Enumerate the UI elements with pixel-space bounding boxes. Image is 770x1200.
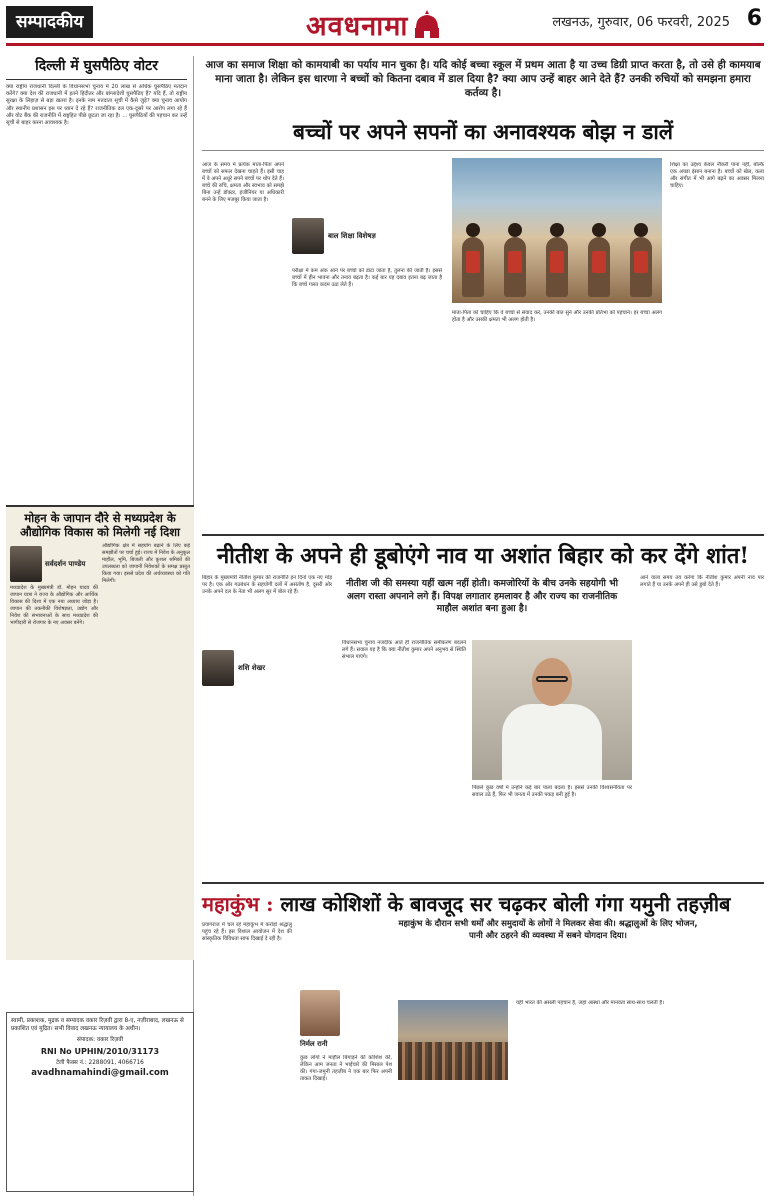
story-nitish-deck: नीतीश जी की समस्या यहीं खत्म नहीं होती। कमजोरियों के बीच उनके सहयोगी भी अलग रास्ता अपनाने लगे हैं। विपक्ष लगातार हमलावर है और राज्य का राजनीतिक माहौल अशांत बना हुआ है। [346, 578, 618, 614]
editorial-body: क्या राष्ट्रीय राजधानी दिल्ली के विधानसभा चुनाव में 20 लाख से अधिक घुसपैठिए मतदान करेंगे? क्या देश की राजधानी में इतने हिंदीतर और बांग्लादेशी घुसपैठिए हैं? यदि हैं, तो राष्ट्रीय सुरक्षा के लिहाज़ से बड़ा खतरा है। इनके नाम मतदाता सूची में कैसे जुड़े? क्या चुनाव आयोग और स्थानीय प्रशासन इस पर ध्यान दे रहे हैं? राजनीतिक दल एक-दूसरे पर आरोप लगा रहे हैं और वोट बैंक की राजनीति में राष्ट्रहित पीछे छूटता जा रहा है। ... घुसपैठियों की पहचान कर उन्हें सूची से बाहर करना आवश्यक है। [6, 84, 187, 127]
editorial-headline: दिल्ली में घुसपैठिए वोटर [6, 56, 187, 80]
child-figure [546, 237, 568, 297]
story-kids-intro: आज का समाज शिक्षा को कामयाबी का पर्याय मान चुका है। यदि कोई बच्चा स्कूल में प्रथम आता है या उच्च डिग्री प्राप्त करता है, तो उसे ही कामयाब माना जाता है। लेकिन इस धारणा ने बच्चों को कितना दबाव में डाल दिया है? क्या आप उन्हें बाहर आने देते हैं? उनकी रुचियों को समझना हमारा कर्तव्य है। [205, 59, 761, 99]
child-figure [588, 237, 610, 297]
story-nitish-col-1: बिहार के मुख्यमंत्री नीतीश कुमार की राजनीति इन दिनों एक नए मोड़ पर है। एक ओर गठबंधन के सहयोगी दलों में असंतोष है, दूसरी ओर उनके अपने दल के नेता भी अलग सुर में बोल रहे हैं। [202, 575, 332, 596]
opinion-headline: मोहन के जापान दौरे से मध्यप्रदेश के औद्योगिक विकास को मिलेगी नई दिशा [19, 511, 181, 539]
imprint-phone: टेली फैक्स नं.: 2288091, 4066716 [56, 1060, 144, 1066]
story-nitish-col-3: पिछले कुछ वर्षों में उन्होंने कई बार पाला बदला है। इससे उनकी विश्वसनीयता पर सवाल उठे हैं, फिर भी जनता में उनकी पकड़ बनी हुई है। [472, 785, 632, 799]
dateline: लखनऊ, गुरुवार, 06 फरवरी, 2025 [552, 15, 730, 30]
page-number: 6 [746, 6, 762, 31]
story-kumbh-author [300, 990, 340, 1036]
kumbh-photo [398, 1000, 508, 1080]
author-photo [202, 650, 234, 686]
author-photo [10, 546, 42, 582]
brand [306, 4, 442, 44]
imprint-email: avadhnamahindi@gmail.com [31, 1068, 169, 1078]
child-figure [462, 237, 484, 297]
story-kumbh-col-3: यही भारत की असली पहचान है, जहां आस्था और मानवता साथ-साथ चलती हैं। [516, 1000, 665, 1006]
story-nitish-col-4: आने वाला समय तय करेगा कि नीतीश कुमार अपनी नाव पार लगाते हैं या उनके अपने ही उसे डुबो देते हैं। [640, 575, 764, 589]
author-photo [292, 218, 324, 254]
section-title: सम्पादकीय [6, 6, 93, 38]
story-nitish-headline: नीतीश के अपने ही डूबोएंगे नाव या अशांत बिहार को कर देंगे शांत! [216, 543, 750, 569]
opinion-box [6, 505, 194, 960]
opinion-author [10, 546, 98, 582]
imprint-box [6, 1012, 194, 1192]
story-nitish-author [202, 650, 265, 686]
imprint-text: स्वामी, प्रकाशक, मुद्रक व सम्पादक वकार रिज़वी द्वारा 8-ए, नज़ीराबाद, लखनऊ से प्रकाशित एवं मुद्रित। सभी विवाद लखनऊ न्यायालय के अधीन। [11, 1018, 184, 1032]
figure-body [502, 704, 602, 780]
story-kumbh-headline [202, 890, 764, 917]
section-divider [202, 882, 764, 884]
story-kumbh-author-name: निर्मल रानी [300, 1040, 328, 1048]
story-kids [202, 158, 764, 533]
rni-number: RNI No UPHIN/2010/31173 [40, 1047, 160, 1056]
crowd-figures [398, 1042, 508, 1080]
opinion-text-left: मध्यप्रदेश के मुख्यमंत्री डॉ. मोहन यादव की जापान यात्रा ने राज्य के औद्योगिक और आर्थिक विकास की दिशा में एक नया अध्याय जोड़ा है। जापान की तकनीकी विशेषज्ञता, उद्योग और निवेश की संभावनाओं के साथ मध्यप्रदेश की भागीदारी से रोजगार के नए अवसर बनेंगे। [10, 585, 98, 626]
child-figure [504, 237, 526, 297]
imprint-editor: संपादक: वकार रिज़वी [76, 1037, 124, 1043]
story-kumbh-title: लाख कोशिशों के बावजूद सर चढ़कर बोली गंगा यमुनी तहज़ीब [273, 892, 731, 916]
story-kids-author-name: बाल शिक्षा विशेषज्ञ [328, 231, 376, 240]
story-kids-col-4: शिक्षा का उद्देश्य केवल नौकरी पाना नहीं, बल्कि एक अच्छा इंसान बनाना है। बच्चों को खेल, कला और संगीत में भी आगे बढ़ने का अवसर मिलना चाहिए। [670, 162, 764, 190]
story-nitish-col-2: विधानसभा चुनाव नजदीक आते ही राजनीतिक समीकरण बदलने लगे हैं। सवाल यह है कि क्या नीतीश कुमार अपने अनुभव से स्थिति संभाल पाएंगे। [342, 640, 466, 661]
section-divider [202, 534, 764, 536]
story-kumbh-col-2: कुछ लोगों ने माहौल बिगाड़ने की कोशिश की, लेकिन आम जनता ने भाईचारे की मिसाल पेश की। गंगा-जमुनी तहज़ीब ने एक बार फिर अपनी ताकत दिखाई। [300, 1055, 392, 1083]
brand-name: अवधनामा [306, 10, 409, 42]
story-kids-col-2: परीक्षा में कम अंक आने पर बच्चों को डांटा जाता है, तुलना की जाती है। इससे बच्चों में हीन भावना और तनाव बढ़ता है। कई बार यह दबाव इतना बढ़ जाता है कि बच्चे गलत कदम उठा लेते हैं। [292, 268, 442, 289]
story-kids-headline: बच्चों पर अपने सपनों का अनावश्यक बोझ न डालें [202, 118, 764, 151]
story-kids-author [292, 218, 376, 254]
opinion-author-name: सर्वदर्शन पाण्डेय [45, 559, 86, 568]
story-nitish-author-name: शशि शेखर [238, 663, 266, 672]
masthead [6, 6, 764, 46]
story-kumbh-col-1: प्रयागराज में चल रहे महाकुंभ में करोड़ों श्रद्धालु पहुंच रहे हैं। इस विशाल आयोजन में देश की सांस्कृतिक विविधता साफ दिखाई दे रही है। [202, 922, 292, 943]
author-photo [300, 990, 340, 1036]
figure-face [532, 658, 572, 706]
mosque-dome-icon [412, 8, 442, 40]
story-kids-col-1: आज के समय में प्रत्येक माता-पिता अपने बच्चों को सफल देखना चाहते हैं। इसी चाह में वे अपने अधूरे सपने बच्चों पर थोप देते हैं। बच्चे की रुचि, क्षमता और स्वभाव को समझे बिना उन्हें डॉक्टर, इंजीनियर या अधिकारी बनने के लिए मजबूर किया जाता है। [202, 162, 284, 204]
child-figure [630, 237, 652, 297]
glasses-icon [536, 676, 568, 682]
children-figures [452, 237, 662, 297]
children-photo [452, 158, 662, 303]
story-kids-col-3: माता-पिता को चाहिए कि वे बच्चों से संवाद करें, उनकी बात सुनें और उनकी प्रतिभा को पहचानें। हर बच्चा अलग होता है और उसकी क्षमता भी अलग होती है। [452, 310, 662, 324]
story-kumbh-tag: महाकुंभ : [202, 892, 274, 916]
nitish-photo [472, 640, 632, 780]
story-kumbh-deck: महाकुंभ के दौरान सभी धर्मों और समुदायों के लोगों ने मिलकर सेवा की। श्रद्धालुओं के लिए भोजन, पानी और ठहरने की व्यवस्था में सबने योगदान दिया। [398, 918, 698, 940]
opinion-col-left [10, 543, 98, 973]
opinion-col-right: औद्योगिक क्षेत्र में सहयोग बढ़ाने के लिए कई समझौतों पर चर्चा हुई। राज्य में निवेश के अनुकूल माहौल, भूमि, बिजली और कुशल श्रमिकों की उपलब्धता को जापानी निवेशकों के समक्ष प्रस्तुत किया गया। इससे प्रदेश की अर्थव्यवस्था को गति मिलेगी। [102, 543, 190, 584]
